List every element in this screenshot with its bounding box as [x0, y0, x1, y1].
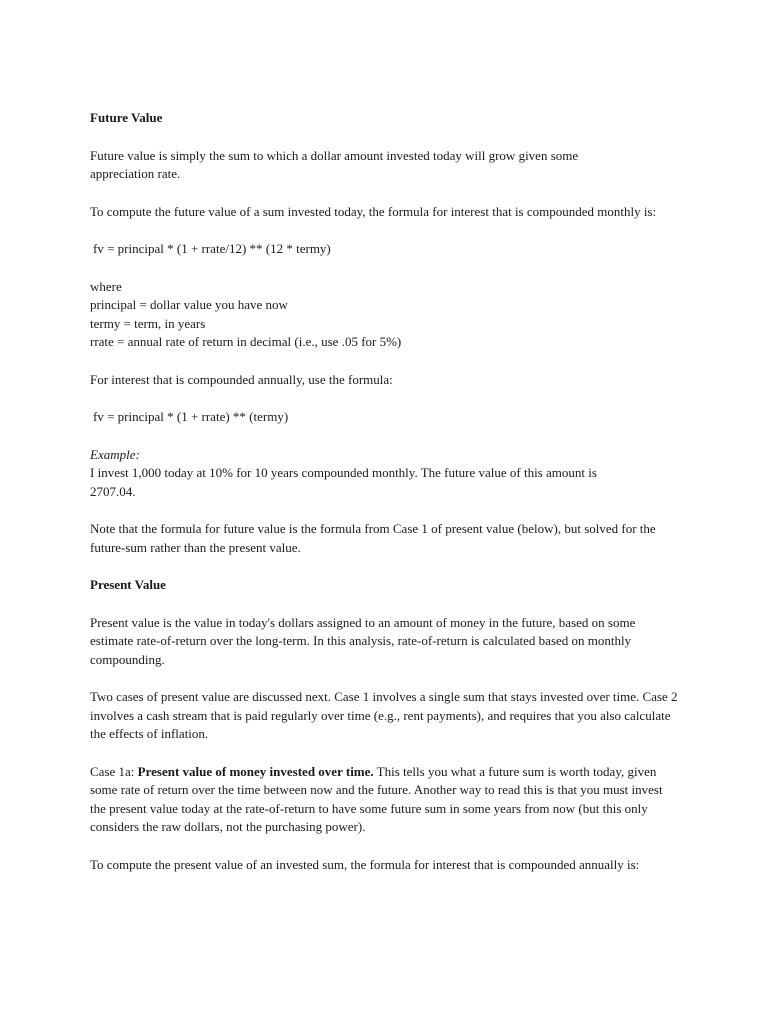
present-value-heading: Present Value [90, 577, 166, 592]
definitions-block [90, 278, 690, 352]
future-value-compute-monthly: To compute the future value of a sum invested today, the formula for interest that is compounded monthly is: [90, 203, 657, 219]
example-block [90, 446, 690, 502]
future-value-note: Note that the formula for future value is the formula from Case 1 of present value (below), but solved for the future-sum rather than the present value. [90, 521, 656, 555]
definition-termy: termy = term, in years [90, 315, 206, 331]
future-value-compute-annual: For interest that is compounded annually, use the formula: [90, 371, 393, 387]
case-1a-title: Present value of money invested over time. [137, 763, 374, 779]
definition-rrate: rrate = annual rate of return in decimal (i.e., use .05 for 5%) [90, 334, 402, 349]
future-value-intro: Future value is simply the sum to which a dollar amount invested today will grow given some appreciation rate. [90, 147, 579, 181]
example-text: I invest 1,000 today at 10% for 10 years compounded monthly. The future value of this amount is 2707.04. [90, 465, 597, 499]
future-value-formula-annual: fv = principal * (1 + rrate) ** (termy) [93, 409, 289, 424]
definition-principal: principal = dollar value you have now [90, 297, 288, 312]
case-1a-text: This tells you what a future sum is worth today, given some rate of return over the time between now and the future. Another way to read this is that you must invest the present value today at the rate-of-return to have some future sum in some years from now (but this only considers the raw dollars, not the purchasing power). [90, 763, 663, 834]
document-body [90, 109, 690, 893]
example-label: Example: [90, 446, 140, 462]
present-value-intro: Present value is the value in today's dollars assigned to an amount of money in the future, based on some estimate rate-of-return over the long-term. In this analysis, rate-of-return is calculated based on monthly compounding. [90, 614, 636, 667]
future-value-heading: Future Value [90, 110, 163, 125]
case-1a-prefix: Case 1a: [90, 763, 138, 779]
where-label: where [90, 278, 122, 294]
future-value-formula-monthly: fv = principal * (1 + rrate/12) ** (12 * termy) [93, 241, 331, 256]
present-value-cases: Two cases of present value are discussed next. Case 1 involves a single sum that stays invested over time. Case 2 involves a cash stream that is paid regularly over time (e.g., rent payments), and requires that you also calculate the effects of inflation. [90, 689, 678, 741]
present-value-compute-annual: To compute the present value of an invested sum, the formula for interest that is compounded annually is: [90, 856, 640, 872]
case-1a-paragraph [90, 763, 680, 837]
